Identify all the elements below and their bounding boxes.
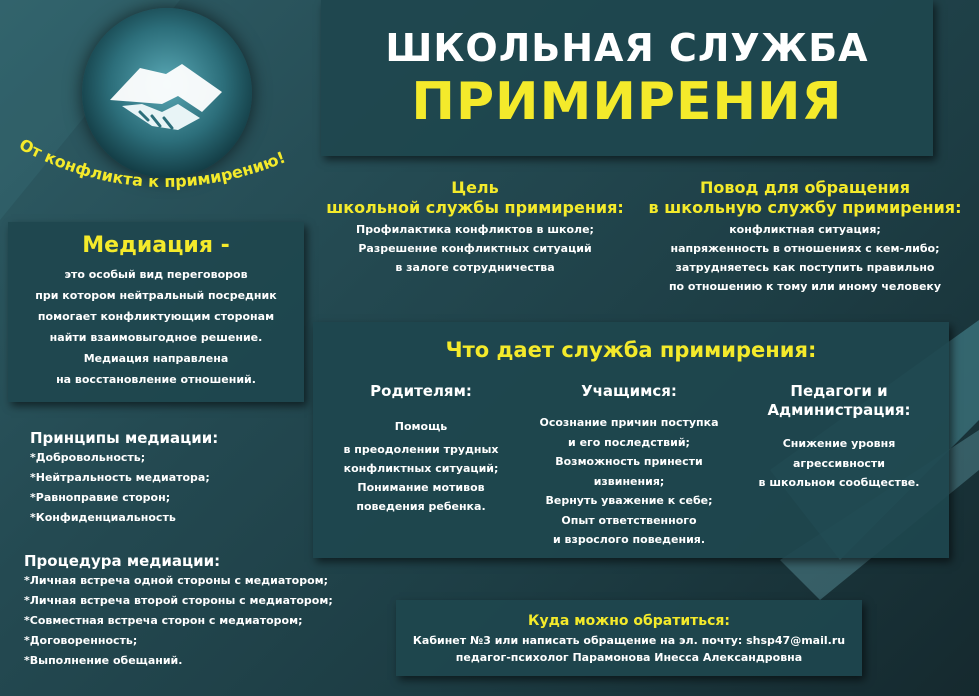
column-line: и его последствий;	[568, 435, 690, 449]
column-line: в преодолении трудных	[343, 443, 499, 456]
principles-heading: Принципы медиации:	[30, 429, 219, 447]
procedure-item: *Договоренность;	[24, 634, 138, 647]
mediation-heading: Медиация -	[82, 233, 230, 258]
goal-heading-2: школьной службы примирения:	[326, 198, 624, 217]
goal-section	[310, 178, 640, 277]
reason-heading-2: в школьную службу примирения:	[648, 198, 962, 217]
goal-line: Профилактика конфликтов в школе;	[356, 223, 594, 236]
svg-text:От конфликта к примирению!	[16, 135, 288, 191]
column-line: Опыт ответственного	[561, 513, 697, 527]
benefits-box	[313, 322, 949, 558]
procedure-item: *Личная встреча второй стороны с медиатором;	[24, 594, 333, 607]
benefits-heading: Что дает служба примирения:	[445, 338, 817, 362]
benefits-column-students	[523, 382, 735, 550]
procedure-item: *Личная встреча одной стороны с медиатором;	[24, 574, 329, 587]
column-line: Вернуть уважение к себе;	[545, 494, 713, 507]
goal-line: Разрешение конфликтных ситуаций	[358, 242, 592, 255]
mediation-box	[8, 222, 304, 402]
column-line: конфликтных ситуаций;	[343, 462, 499, 475]
column-line: поведения ребенка.	[356, 500, 486, 513]
column-title: Администрация:	[767, 401, 911, 419]
goal-line: в залоге сотрудничества	[395, 261, 555, 274]
column-line: Возможность принести	[555, 455, 703, 468]
slogan-text: От конфликта к примирению!	[16, 134, 288, 192]
column-line: извинения;	[593, 474, 665, 488]
column-title: Педагоги и	[790, 382, 888, 400]
procedure-section	[24, 551, 374, 671]
title-box	[321, 0, 933, 156]
mediation-line: при котором нейтральный посредник	[35, 289, 277, 302]
mediation-line: Медиация направлена	[83, 352, 229, 365]
reason-line: затрудняетесь как поступить правильно	[675, 261, 935, 274]
column-line: Понимание мотивов	[357, 481, 485, 494]
column-line: и взрослого поведения.	[552, 533, 706, 546]
reason-section	[640, 178, 970, 296]
column-line: Помощь	[394, 420, 448, 433]
benefits-column-parents	[321, 382, 521, 516]
procedure-heading: Процедура медиации:	[24, 552, 221, 570]
contact-line1: Кабинет №3 или написать обращение на эл. почту: shsp47@mail.ru	[412, 634, 846, 647]
contact-line2: педагог-психолог Парамонова Инесса Александровна	[455, 651, 803, 664]
mediation-line: это особый вид переговоров	[64, 268, 248, 281]
procedure-item: *Совместная встреча сторон с медиатором;	[24, 614, 303, 627]
column-line: агрессивности	[793, 456, 885, 470]
column-title: Родителям:	[370, 382, 472, 400]
reason-line: конфликтная ситуация;	[729, 223, 881, 236]
principle-item: *Конфиденциальность	[30, 511, 176, 524]
contact-heading: Куда можно обратиться:	[528, 613, 730, 629]
reason-line: по отношению к тому или иному человеку	[668, 280, 942, 293]
benefits-column-teachers	[739, 382, 939, 493]
principles-section	[30, 428, 300, 528]
goal-heading-1: Цель	[451, 178, 499, 197]
column-line: в школьном сообществе.	[758, 476, 920, 489]
title-line1: ШКОЛЬНАЯ СЛУЖБА	[385, 26, 869, 70]
mediation-line: найти взаимовыгодное решение.	[49, 331, 263, 344]
reason-line: напряженность в отношениях с кем-либо;	[670, 242, 940, 255]
mediation-line: помогает конфликтующим сторонам	[37, 310, 275, 323]
procedure-item: *Выполнение обещаний.	[24, 654, 183, 667]
contact-box	[396, 600, 862, 676]
mediation-line: на восстановление отношений.	[56, 373, 256, 386]
title-line2: ПРИМИРЕНИЯ	[411, 72, 843, 132]
principle-item: *Добровольность;	[30, 451, 146, 464]
reason-heading-1: Повод для обращения	[700, 178, 910, 197]
principle-item: *Нейтральность медиатора;	[30, 471, 210, 484]
column-title: Учащимся:	[581, 382, 677, 400]
principle-item: *Равноправие сторон;	[30, 491, 171, 504]
column-line: Снижение уровня	[782, 437, 896, 450]
column-line: Осознание причин поступка	[539, 416, 719, 429]
